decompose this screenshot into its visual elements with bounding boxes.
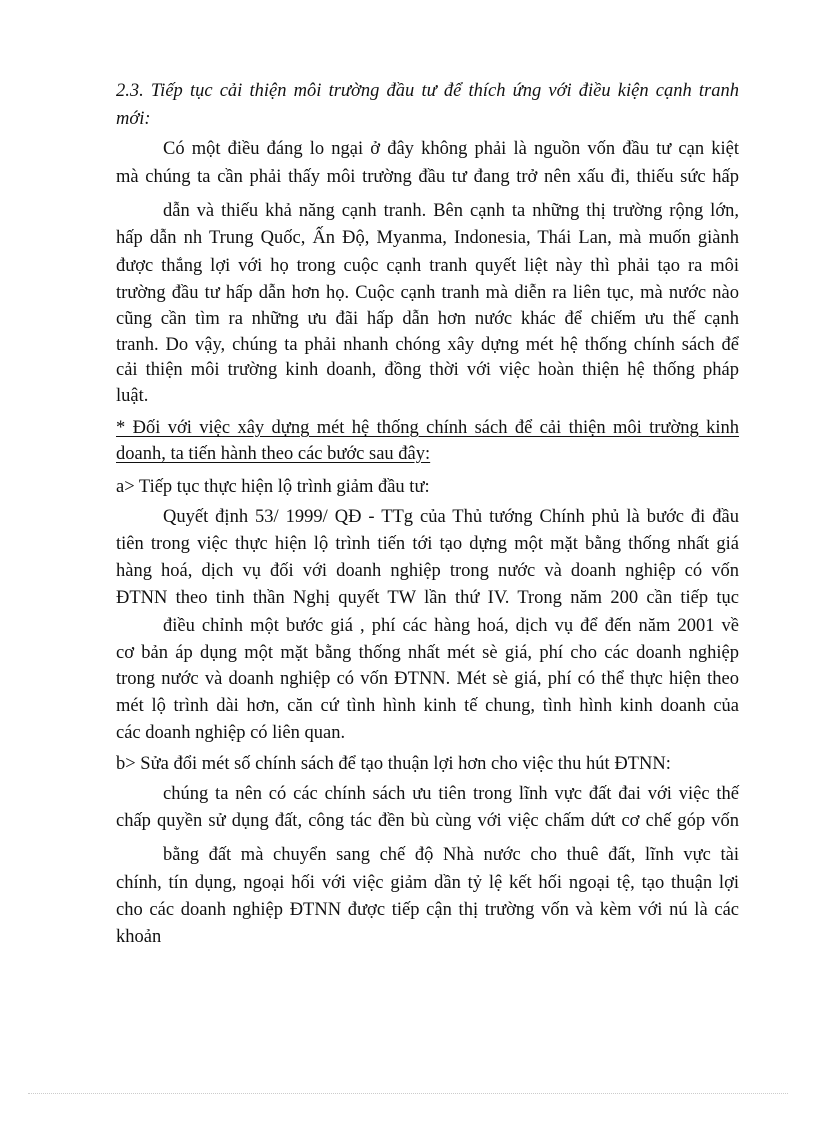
paragraph-line: cũng cần tìm ra những ưu đãi hấp dẫn hơn nước khác để chiếm ưu thế cạnh [116,309,739,329]
paragraph-line: hấp dẫn nh Trung Quốc, Ấn Độ, Myanma, Indonesia, Thái Lan, mà muốn giành [116,228,739,248]
paragraph-line: trường đầu tư hấp dẫn hơn họ. Cuộc cạnh tranh mà diễn ra liên tục, mà nước nào [116,283,739,303]
section-heading-line-1: 2.3. Tiếp tục cải thiện môi trường đầu tư để thích ứng với điều kiện cạnh tranh [116,81,739,101]
paragraph-line: ĐTNN theo tinh thần Nghị quyết TW lần thứ IV. Trong năm 200 cần tiếp tục [116,588,739,608]
paragraph-line: chính, tín dụng, ngoại hối với việc giảm dần tỷ lệ kết hối ngoại tệ, tạo thuận lợi [116,873,739,893]
paragraph-line: được thắng lợi với họ trong cuộc cạnh tranh quyết liệt này thì phải tạo ra môi [116,256,739,276]
paragraph-line: hàng hoá, dịch vụ đối với doanh nghiệp trong nước và doanh nghiệp có vốn [116,561,739,581]
paragraph-line: tranh. Do vậy, chúng ta phải nhanh chóng xây dựng mét hệ thống chính sách để [116,335,739,355]
subheading-line-2: doanh, ta tiến hành theo các bước sau đây: [116,444,431,464]
paragraph-line: trong nước và doanh nghiệp có vốn ĐTNN. Mét sè giá, phí có thể thực hiện theo [116,669,739,689]
paragraph-line: cơ bản áp dụng một mặt bằng thống nhất mét sè giá, phí cho các doanh nghiệp [116,643,739,663]
paragraph-line: cho các doanh nghiệp ĐTNN được tiếp cận thị trường vốn và kèm với nú là các [116,900,739,920]
paragraph-line: tiên trong việc thực hiện lộ trình tiến tới tạo dựng một mặt bằng thống nhất giá [116,534,739,554]
section-a-title: a> Tiếp tục thực hiện lộ trình giảm đầu tư: [116,477,430,497]
paragraph-line: Quyết định 53/ 1999/ QĐ - TTg của Thủ tướng Chính phủ là bước đi đầu [163,507,739,527]
paragraph-line: chấp quyền sử dụng đất, công tác đền bù cùng với việc chấm dứt cơ chế góp vốn [116,811,739,831]
page-bottom-rule [28,1093,788,1094]
paragraph-line: mà chúng ta cần phải thấy môi trường đầu tư đang trở nên xấu đi, thiếu sức hấp [116,167,739,187]
paragraph-line: dẫn và thiếu khả năng cạnh tranh. Bên cạnh ta những thị trường rộng lớn, [163,201,739,221]
paragraph-line: các doanh nghiệp có liên quan. [116,723,346,743]
subheading-line-1: * Đối với việc xây dựng mét hệ thống chính sách để cải thiện môi trường kinh [116,418,739,438]
paragraph-line: điều chỉnh một bước giá , phí các hàng hoá, dịch vụ để đến năm 2001 về [163,616,739,636]
paragraph-line: bằng đất mà chuyển sang chế độ Nhà nước cho thuê đất, lĩnh vực tài [163,845,739,865]
paragraph-line: luật. [116,386,149,406]
paragraph-line: khoản [116,927,162,947]
section-heading-line-2: mới: [116,109,151,129]
section-b-title: b> Sửa đổi mét số chính sách để tạo thuận lợi hơn cho việc thu hút ĐTNN: [116,754,671,774]
paragraph-line: Có một điều đáng lo ngại ở đây không phải là nguồn vốn đầu tư cạn kiệt [163,139,739,159]
paragraph-line: mét lộ trình dài hơn, căn cứ tình hình kinh tế chung, tình hình kinh doanh của [116,696,739,716]
paragraph-line: chúng ta nên có các chính sách ưu tiên trong lĩnh vực đất đai với việc thế [163,784,739,804]
paragraph-line: cải thiện môi trường kinh doanh, đồng thời với việc hoàn thiện hệ thống pháp [116,360,739,380]
